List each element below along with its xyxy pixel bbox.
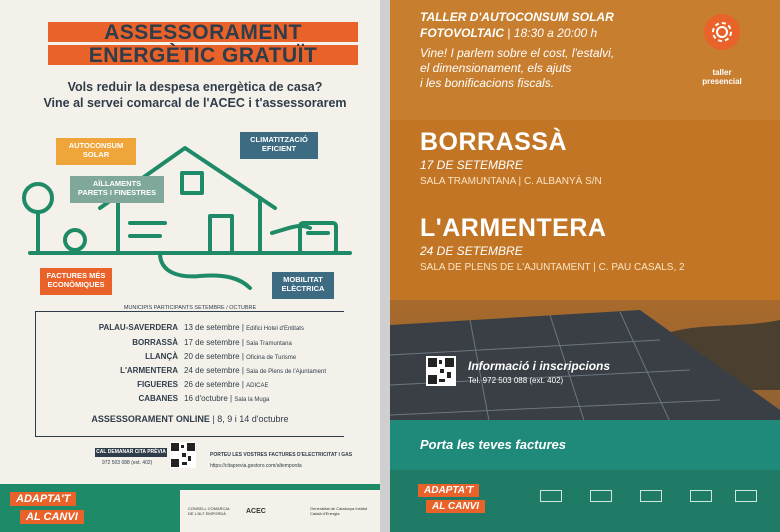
cita-tel: 972 503 088 (ext. 402) bbox=[102, 460, 153, 466]
header-line-2: FOTOVOLTAIC bbox=[420, 26, 504, 40]
gear-badge bbox=[704, 14, 740, 50]
title-line-2: ENERGÈTIC GRATUÏT bbox=[88, 44, 318, 67]
url-link[interactable]: https://citaprevia.gestoro.com/altemporda bbox=[210, 463, 302, 469]
logo-consell: CONSELL COMARCAL DE L'ALT EMPORDÀ bbox=[188, 506, 231, 516]
municipi-date: 26 de setembre bbox=[184, 380, 240, 389]
municipi-date: 20 de setembre bbox=[184, 352, 240, 361]
qr-code-icon bbox=[426, 356, 456, 386]
subtitle-line-1: Vols reduir la despesa energètica de casa? bbox=[67, 80, 323, 94]
municipi-row: CABANES 16 d'octubre | Sala la Muga bbox=[138, 394, 270, 403]
tag-aillaments-line1: AÏLLAMENTS bbox=[92, 179, 142, 188]
online-row: ASSESSORAMENT ONLINE | 8, 9 i 14 d'octubre bbox=[91, 414, 289, 424]
event2-address: C. PAU CASALS, 2 bbox=[598, 262, 685, 273]
tag-factures bbox=[40, 268, 112, 295]
online-label: ASSESSORAMENT ONLINE bbox=[91, 414, 210, 424]
municipi-date: 17 de setembre bbox=[184, 338, 240, 347]
event2-place: SALA DE PLENS DE L'AJUNTAMENT bbox=[420, 262, 591, 273]
factures-band bbox=[390, 420, 780, 470]
municipi-name: CABANES bbox=[138, 394, 178, 403]
municipi-place: Sala la Muga bbox=[234, 397, 270, 403]
municipi-place: Oficina de Turisme bbox=[246, 355, 297, 361]
intro-line-1: Vine! I parlem sobre el cost, l'estalvi, bbox=[420, 46, 615, 60]
logo-mark bbox=[540, 490, 562, 502]
logo-acec: ACEC bbox=[246, 508, 266, 515]
porteu-label: PORTEU LES VOSTRES FACTURES D'ELECTRICITAT I GAS bbox=[210, 452, 353, 458]
adaptat-line1: ADAPTA'T bbox=[418, 484, 479, 497]
event2-town: L'ARMENTERA bbox=[420, 214, 607, 242]
logos-strip bbox=[180, 490, 380, 532]
municipi-name: FIGUERES bbox=[137, 380, 178, 389]
intro-line-2: el dimensionament, els ajuts bbox=[420, 61, 572, 75]
logo-mark bbox=[590, 490, 612, 502]
municipi-name: PALAU-SAVERDERA bbox=[98, 323, 178, 332]
right-poster bbox=[390, 0, 780, 532]
municipi-place: Sala Tramuntana bbox=[246, 341, 292, 347]
tag-mobilitat-line2: ELÈCTRICA bbox=[281, 284, 325, 293]
adaptat-line2: AL CANVI bbox=[20, 510, 84, 524]
subtitle-line-2: Vine al servei comarcal de l'ACEC i t'assessorarem bbox=[43, 96, 347, 110]
adaptat-line1: ADAPTA'T bbox=[10, 492, 76, 506]
event1-address: C. ALBANYÀ S/N bbox=[523, 176, 602, 187]
municipi-name: L'ARMENTERA bbox=[120, 366, 178, 375]
tag-autoconsum bbox=[56, 138, 136, 165]
tag-clima-line1: CLIMATITZACIÓ bbox=[250, 135, 308, 144]
event2-location: SALA DE PLENS DE L'AJUNTAMENT | C. PAU CASALS, 2 bbox=[420, 262, 685, 273]
municipi-date: 16 d'octubre bbox=[184, 394, 228, 403]
header-line-1: TALLER D'AUTOCONSUM SOLAR bbox=[420, 10, 614, 24]
header-line-2-row: FOTOVOLTAIC | 18:30 a 20:00 h bbox=[420, 26, 598, 40]
event-time: 18:30 a 20:00 h bbox=[513, 26, 598, 40]
municipi-row: BORRASSÀ 17 de setembre | Sala Tramuntana bbox=[132, 338, 292, 347]
municipi-place: ADICAE bbox=[246, 383, 269, 389]
title-line-1: ASSESSORAMENT bbox=[104, 21, 302, 44]
tag-mobilitat-line1: MOBILITAT bbox=[283, 275, 323, 284]
municipi-name: BORRASSÀ bbox=[132, 338, 178, 347]
online-dates: 8, 9 i 14 d'octubre bbox=[217, 414, 289, 424]
cita-label: CAL DEMANAR CITA PRÈVIA bbox=[96, 449, 166, 455]
tag-aillaments-line2: PARETS I FINESTRES bbox=[77, 188, 157, 197]
left-poster bbox=[0, 0, 380, 532]
event1-date: 17 DE SETEMBRE bbox=[420, 158, 523, 172]
municipis-box bbox=[35, 311, 344, 437]
municipi-date: 13 de setembre bbox=[184, 323, 240, 332]
tag-aillaments bbox=[70, 176, 164, 203]
logo-mark bbox=[735, 490, 757, 502]
municipi-date: 24 de setembre bbox=[184, 366, 240, 375]
municipis-header: MUNICIPIS PARTICIPANTS SETEMBRE / OCTUBRE bbox=[123, 305, 257, 311]
tag-autoconsum-line2: SOLAR bbox=[82, 150, 110, 159]
badge-line-1: taller bbox=[712, 68, 732, 77]
right-footer bbox=[390, 470, 780, 532]
qr-code-icon bbox=[170, 442, 196, 468]
logo-mark bbox=[690, 490, 712, 502]
event1-location: SALA TRAMUNTANA | C. ALBANYÀ S/N bbox=[420, 176, 602, 187]
event2-date: 24 DE SETEMBRE bbox=[420, 244, 523, 258]
info-label: Informació i inscripcions bbox=[468, 359, 611, 373]
tag-mobilitat bbox=[272, 272, 334, 299]
municipi-row: FIGUERES 26 de setembre | ADICAE bbox=[137, 380, 269, 389]
tag-factures-line1: FACTURES MÉS bbox=[46, 271, 106, 280]
intro-line-3: i les bonificacions fiscals. bbox=[420, 76, 555, 90]
adaptat-line2: AL CANVI bbox=[426, 500, 485, 513]
municipi-name: LLANÇÀ bbox=[145, 352, 178, 361]
municipi-row: L'ARMENTERA 24 de setembre | Sala de Plens de l'Ajuntament bbox=[120, 366, 326, 375]
event1-place: SALA TRAMUNTANA bbox=[420, 176, 516, 187]
municipi-place: Sala de Plens de l'Ajuntament bbox=[246, 369, 326, 375]
event1-town: BORRASSÀ bbox=[420, 128, 568, 156]
info-tel: Tel. 972 503 088 (ext. 402) bbox=[468, 376, 564, 385]
gear-icon bbox=[704, 14, 740, 50]
logo-generalitat: Generalitat de Catalunya Institut Català d'Energia bbox=[310, 506, 368, 516]
tag-climatitzacio bbox=[240, 132, 318, 159]
municipi-row: LLANÇÀ 20 de setembre | Oficina de Turisme bbox=[145, 352, 297, 361]
badge-line-2: presencial bbox=[702, 77, 742, 86]
logo-mark bbox=[640, 490, 662, 502]
municipi-place: Edifici Hotel d'Entitats bbox=[246, 326, 304, 332]
tag-factures-line2: ECONÒMIQUES bbox=[47, 280, 105, 289]
tag-autoconsum-line1: AUTOCONSUM bbox=[68, 141, 124, 150]
tag-clima-line2: EFICIENT bbox=[261, 144, 297, 153]
municipi-row: PALAU-SAVERDERA 13 de setembre | Edifici Hotel d'Entitats bbox=[98, 323, 304, 332]
factures-text: Porta les teves factures bbox=[420, 437, 566, 452]
